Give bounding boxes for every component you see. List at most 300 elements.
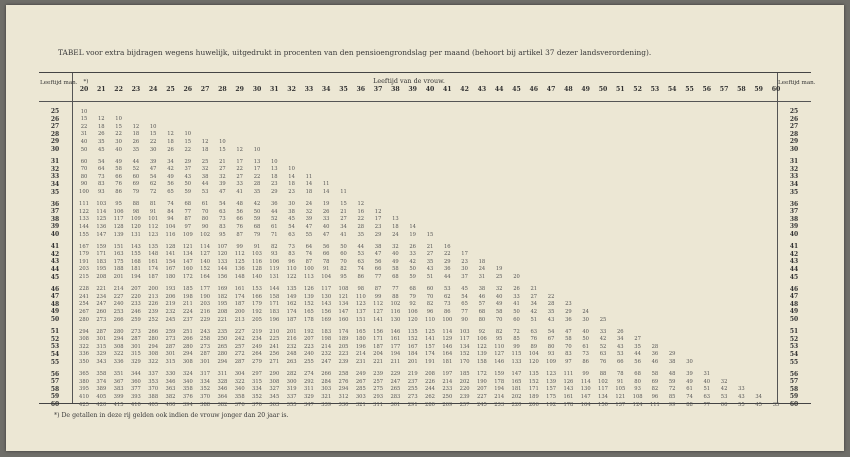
table-cell: 114	[96, 208, 107, 215]
table-cell: 227	[476, 393, 487, 400]
wife-age-36: 36	[356, 86, 366, 93]
table-cell: 151	[355, 316, 366, 323]
table-cell: 290	[269, 371, 280, 378]
table-cell: 103	[252, 251, 262, 258]
table-cell: 221	[373, 359, 384, 365]
table-cell: 324	[182, 371, 193, 378]
table-cell: 70	[201, 208, 209, 215]
table-cell: 22	[149, 138, 157, 145]
table-cell: 171	[96, 251, 107, 258]
table-cell: 135	[148, 243, 159, 250]
table-cell: 10	[184, 131, 192, 138]
table-cell: 129	[442, 336, 453, 343]
table-cell: 70	[495, 316, 503, 323]
table-cell: 410	[79, 393, 89, 400]
table-cell: 294	[217, 359, 228, 365]
table-cell: 13	[392, 216, 399, 223]
table-cell: 23	[461, 258, 468, 265]
table-cell: 68	[253, 223, 261, 230]
table-cell: 247	[96, 301, 107, 308]
table-cell: 12	[97, 116, 105, 123]
table-cell: 322	[79, 343, 89, 350]
table-cell: 127	[494, 351, 505, 358]
table-cell: 343	[96, 359, 107, 365]
man-age-34: 34	[50, 180, 60, 188]
header-divider	[39, 101, 811, 102]
table-cell: 184	[407, 351, 418, 358]
table-cell: 119	[269, 266, 280, 273]
table-cell: 96	[288, 258, 295, 265]
table-cell: 139	[303, 293, 314, 300]
table-cell: 44	[270, 208, 278, 215]
table-cell: 84	[167, 208, 174, 215]
table-cell: 315	[130, 351, 141, 358]
table-cell: 41	[513, 301, 520, 308]
table-cell: 258	[200, 336, 211, 343]
table-cell: 40	[115, 146, 122, 153]
table-cell: 58	[565, 336, 572, 343]
table-cell: 93	[547, 351, 555, 358]
table-cell: 107	[217, 243, 228, 250]
table-cell: 165	[511, 378, 522, 385]
table-cell: 49	[495, 301, 503, 308]
table-cell: 201	[407, 359, 418, 365]
table-cell: 146	[494, 359, 505, 365]
table-cell: 17	[253, 166, 261, 173]
table-cell: 308	[113, 343, 124, 350]
table-cell: 43	[738, 393, 745, 400]
table-cell: 166	[252, 293, 262, 300]
table-cell: 103	[459, 328, 470, 335]
table-cell: 20	[513, 274, 520, 280]
table-cell: 164	[200, 274, 211, 280]
table-cell: 56	[374, 258, 382, 265]
table-cell: 116	[165, 231, 176, 238]
table-cell: 239	[373, 371, 384, 378]
table-cell: 131	[130, 231, 141, 238]
table-cell: 56	[634, 359, 641, 365]
wife-age-44: 44	[494, 86, 504, 93]
table-cell: 352	[200, 386, 211, 393]
table-cell: 104	[165, 223, 176, 230]
table-cell: 114	[442, 328, 453, 335]
table-cell: 46	[478, 293, 486, 300]
table-cell: 223	[303, 343, 314, 350]
table-cell: 104	[321, 274, 332, 280]
table-cell: 63	[530, 328, 538, 335]
table-cell: 82	[340, 266, 347, 273]
table-cell: 97	[184, 223, 192, 230]
table-cell: 149	[286, 293, 297, 300]
table-cell: 194	[390, 351, 401, 358]
table-cell: 187	[148, 274, 159, 280]
table-cell: 31	[478, 274, 486, 280]
table-cell: 24	[582, 308, 589, 315]
table-cell: 211	[390, 359, 401, 365]
man-age-57-right: 57	[789, 378, 799, 386]
table-cell: 234	[252, 336, 262, 343]
table-cell: 171	[269, 301, 280, 308]
table-cell: 44	[634, 351, 641, 358]
table-cell: 47	[565, 328, 572, 335]
table-cell: 106	[407, 308, 418, 315]
table-cell: 177	[390, 343, 401, 350]
table-cell: 26	[322, 208, 330, 215]
table-cell: 67	[547, 336, 555, 343]
table-cell: 204	[373, 351, 384, 358]
table-cell: 350	[79, 359, 89, 365]
table-cell: 54	[219, 201, 226, 208]
table-cell: 76	[530, 336, 538, 343]
wife-age-40: 40	[425, 86, 435, 93]
table-cell: 99	[236, 243, 243, 250]
man-age-52: 52	[50, 335, 60, 343]
table-cell: 88	[132, 201, 140, 208]
table-cell: 27	[530, 293, 538, 300]
table-cell: 122	[286, 274, 297, 280]
table-cell: 292	[303, 378, 314, 385]
table-cell: 72	[513, 328, 520, 335]
table-cell: 10	[80, 108, 88, 115]
wife-age-47: 47	[546, 86, 556, 93]
table-cell: 30	[461, 266, 468, 273]
table-cell: 33	[236, 181, 243, 188]
table-cell: 36	[565, 316, 572, 323]
table-cell: 87	[374, 286, 382, 293]
table-cell: 21	[426, 243, 434, 250]
table-cell: 93	[97, 189, 105, 195]
table-cell: 284	[321, 378, 332, 385]
table-cell: 10	[270, 158, 278, 165]
table-cell: 39	[305, 216, 313, 223]
table-cell: 91	[253, 243, 261, 250]
table-cell: 247	[321, 359, 332, 365]
table-cell: 187	[373, 343, 384, 350]
man-age-47-right: 47	[789, 293, 799, 301]
table-cell: 276	[338, 378, 349, 385]
table-cell: 38	[201, 173, 209, 180]
table-cell: 23	[270, 181, 278, 188]
table-cell: 63	[288, 231, 295, 238]
wife-age-24: 24	[148, 86, 158, 93]
table-cell: 18	[305, 189, 313, 195]
table-cell: 70	[426, 293, 434, 300]
wife-age-42: 42	[460, 86, 469, 93]
table-cell: 336	[113, 359, 124, 365]
man-age-44-right: 44	[789, 265, 799, 273]
table-cell: 51	[530, 316, 538, 323]
table-cell: 117	[459, 336, 470, 343]
table-cell: 239	[338, 359, 349, 365]
wife-age-20: 20	[79, 86, 89, 93]
table-cell: 188	[113, 266, 124, 273]
table-cell: 374	[96, 378, 107, 385]
man-age-45: 45	[50, 273, 60, 281]
table-cell: 86	[357, 274, 365, 280]
table-cell: 205	[338, 343, 349, 350]
table-cell: 47	[219, 189, 226, 195]
table-cell: 237	[182, 316, 193, 323]
table-cell: 301	[130, 343, 141, 350]
table-cell: 25	[599, 316, 607, 323]
table-cell: 23	[565, 301, 572, 308]
table-cell: 53	[201, 189, 209, 195]
table-cell: 76	[599, 359, 607, 365]
table-cell: 358	[182, 386, 193, 393]
table-cell: 140	[200, 258, 211, 265]
table-cell: 30	[115, 138, 122, 145]
table-cell: 239	[459, 393, 470, 400]
table-cell: 208	[217, 308, 228, 315]
man-age-27-right: 27	[789, 123, 799, 131]
table-cell: 35	[132, 146, 140, 153]
table-cell: 380	[79, 378, 89, 385]
table-cell: 117	[113, 216, 124, 223]
table-cell: 32	[495, 286, 503, 293]
table-cell: 159	[494, 371, 505, 378]
table-cell: 60	[513, 316, 520, 323]
table-cell: 246	[130, 308, 141, 315]
table-cell: 161	[148, 258, 159, 265]
table-cell: 128	[252, 266, 262, 273]
man-age-56: 56	[50, 370, 60, 378]
table-cell: 95	[219, 231, 226, 238]
table-cell: 61	[270, 223, 278, 230]
table-cell: 287	[234, 359, 245, 365]
man-age-40: 40	[50, 231, 60, 238]
table-cell: 334	[200, 378, 211, 385]
table-cell: 83	[565, 351, 572, 358]
table-cell: 311	[373, 401, 384, 408]
table-cell: 22	[236, 166, 243, 173]
table-cell: 92	[478, 328, 486, 335]
table-cell: 80	[478, 316, 486, 323]
table-cell: 59	[184, 189, 192, 195]
table-cell: 144	[79, 223, 89, 230]
table-cell: 167	[165, 266, 176, 273]
table-cell: 55	[738, 401, 745, 408]
table-cell: 44	[132, 158, 140, 165]
table-cell: 221	[96, 286, 107, 293]
man-age-26: 26	[50, 115, 60, 123]
table-cell: 195	[96, 266, 107, 273]
table-cell: 177	[200, 286, 211, 293]
table-cell: 225	[269, 336, 280, 343]
table-cell: 50	[513, 308, 520, 315]
man-age-32: 32	[50, 165, 60, 173]
table-cell: 18	[97, 123, 105, 130]
table-cell: 207	[476, 386, 487, 393]
table-cell: 148	[148, 251, 159, 258]
wife-age-53: 53	[650, 86, 660, 93]
table-cell: 49	[167, 173, 174, 180]
table-cell: 388	[200, 401, 211, 408]
table-cell: 54	[461, 293, 468, 300]
wife-age-37: 37	[373, 86, 383, 93]
table-cell: 98	[132, 208, 140, 215]
table-cell: 182	[217, 293, 228, 300]
table-cell: 136	[234, 266, 245, 273]
table-cell: 18	[478, 258, 486, 265]
table-cell: 116	[252, 258, 262, 265]
table-cell: 133	[511, 359, 522, 365]
table-cell: 143	[130, 243, 141, 250]
man-age-34-right: 34	[789, 180, 799, 188]
table-cell: 50	[582, 336, 589, 343]
table-cell: 18	[270, 173, 278, 180]
man-age-31-right: 31	[789, 158, 799, 166]
table-cell: 315	[252, 378, 262, 385]
table-cell: 415	[113, 401, 124, 408]
man-age-36-right: 36	[789, 200, 799, 208]
table-cell: 202	[459, 378, 470, 385]
table-cell: 42	[599, 336, 607, 343]
table-cell: 208	[425, 371, 435, 378]
table-cell: 28	[357, 223, 365, 230]
table-cell: 175	[546, 393, 557, 400]
table-cell: 100	[303, 266, 314, 273]
table-cell: 38	[288, 208, 295, 215]
table-cell: 69	[132, 181, 140, 188]
table-cell: 10	[288, 166, 295, 173]
table-cell: 26	[513, 286, 520, 293]
table-cell: 89	[530, 343, 538, 350]
table-cell: 158	[269, 293, 280, 300]
table-cell: 103	[96, 201, 107, 208]
table-cell: 194	[494, 386, 505, 393]
table-cell: 329	[303, 393, 314, 400]
table-cell: 126	[303, 286, 314, 293]
table-cell: 11	[305, 173, 313, 180]
table-cell: 73	[219, 216, 226, 223]
wife-age-38: 38	[391, 86, 400, 93]
table-cell: 102	[598, 378, 608, 385]
table-cell: 70	[340, 258, 347, 265]
table-cell: 53	[616, 351, 624, 358]
table-cell: 301	[165, 351, 176, 358]
table-cell: 40	[392, 251, 399, 258]
table-cell: 266	[113, 316, 124, 323]
table-cell: 29	[443, 258, 451, 265]
document-sheet	[6, 5, 844, 451]
table-cell: 32	[305, 208, 313, 215]
table-cell: 130	[580, 386, 591, 393]
footnote-marker: *)	[83, 79, 89, 85]
table-cell: 44	[443, 274, 451, 280]
table-cell: 15	[426, 231, 434, 238]
table-cell: 139	[546, 378, 557, 385]
table-cell: 35	[634, 343, 641, 350]
table-cell: 175	[113, 258, 124, 265]
table-cell: 18	[288, 181, 295, 188]
table-cell: 97	[565, 359, 572, 365]
table-cell: 59	[253, 216, 261, 223]
man-age-53: 53	[50, 343, 60, 351]
table-cell: 112	[148, 223, 159, 230]
table-cell: 45	[288, 216, 295, 223]
man-age-50: 50	[50, 316, 60, 323]
table-cell: 78	[616, 371, 624, 378]
wife-age-51: 51	[615, 86, 625, 93]
table-cell: 79	[409, 293, 416, 300]
table-cell: 226	[148, 301, 159, 308]
table-cell: 203	[200, 301, 211, 308]
table-cell: 71	[270, 231, 278, 238]
table-cell: 301	[390, 401, 401, 408]
table-cell: 76	[115, 181, 122, 188]
man-age-32-right: 32	[789, 165, 799, 173]
table-cell: 53	[443, 286, 451, 293]
table-cell: 50	[340, 243, 347, 250]
table-cell: 40	[80, 138, 88, 145]
table-cell: 52	[270, 216, 278, 223]
table-cell: 56	[236, 208, 243, 215]
table-cell: 241	[79, 293, 89, 300]
wife-age-22: 22	[114, 86, 123, 93]
table-cell: 334	[252, 386, 262, 393]
table-cell: 141	[425, 336, 435, 343]
table-cell: 198	[182, 293, 193, 300]
table-cell: 179	[79, 251, 89, 258]
table-cell: 191	[425, 359, 435, 365]
table-cell: 18	[392, 223, 399, 230]
table-cell: 125	[425, 328, 435, 335]
table-cell: 54	[97, 158, 105, 165]
table-cell: 273	[130, 328, 141, 335]
table-cell: 63	[219, 208, 226, 215]
table-cell: 179	[252, 301, 262, 308]
table-cell: 11	[340, 189, 347, 195]
table-cell: 280	[217, 351, 228, 358]
table-cell: 321	[321, 393, 332, 400]
table-cell: 130	[321, 293, 332, 300]
table-cell: 34	[616, 336, 624, 343]
table-cell: 237	[407, 378, 418, 385]
man-age-31: 31	[50, 158, 60, 166]
wife-age-25: 25	[166, 86, 175, 93]
table-cell: 202	[511, 393, 522, 400]
table-cell: 161	[390, 336, 401, 343]
table-cell: 311	[303, 386, 314, 393]
table-cell: 220	[511, 401, 522, 408]
man-age-58: 58	[50, 385, 60, 393]
table-cell: 27	[219, 166, 226, 173]
table-cell: 311	[217, 371, 228, 378]
table-cell: 330	[338, 401, 349, 408]
table-cell: 159	[96, 243, 107, 250]
table-cell: 201	[286, 328, 297, 335]
table-cell: 117	[598, 386, 608, 393]
man-age-48-right: 48	[789, 300, 799, 308]
table-cell: 171	[373, 336, 384, 343]
table-cell: 223	[338, 351, 349, 358]
table-cell: 30	[149, 146, 157, 153]
table-cell: 77	[461, 308, 468, 315]
table-cell: 227	[234, 328, 245, 335]
table-cell: 206	[528, 401, 539, 408]
table-cell: 355	[286, 401, 297, 408]
wife-age-45: 45	[512, 86, 521, 93]
table-cell: 115	[511, 351, 522, 358]
table-cell: 50	[253, 208, 261, 215]
wife-age-23: 23	[131, 86, 141, 93]
table-cell: 241	[269, 343, 280, 350]
table-cell: 18	[132, 131, 140, 138]
table-cell: 24	[305, 201, 313, 208]
table-cell: 43	[426, 266, 434, 273]
table-cell: 263	[286, 359, 297, 365]
table-cell: 308	[269, 378, 280, 385]
